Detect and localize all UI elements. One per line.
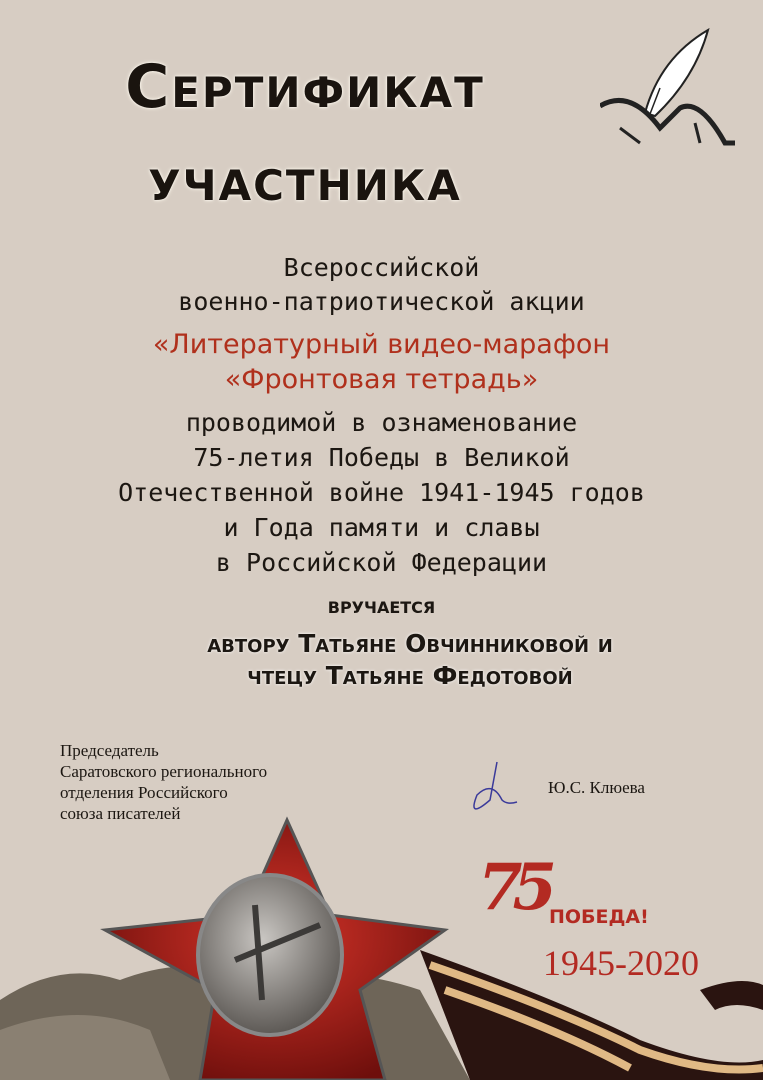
recipient-line: чтецу Татьяне Федотовой <box>247 661 573 690</box>
occasion-line: проводимой в ознаменование <box>185 408 578 437</box>
anniversary-number: 75 <box>478 850 548 925</box>
quill-logo-icon <box>600 28 740 148</box>
event-title: «Литературный видео-марафон <box>152 329 611 360</box>
occasion-line: Отечественной войне 1941-1945 годов <box>118 478 645 507</box>
body-line: Всероссийской <box>283 253 480 282</box>
position-line: Председатель <box>60 741 159 760</box>
occasion-line: и Года памяти и славы <box>223 513 540 542</box>
position-line: отделения Российского <box>60 783 228 802</box>
star-medallion <box>198 875 342 1035</box>
signatory-name: Ю.С. Клюева <box>548 778 645 797</box>
body-line: военно-патриотической акции <box>178 287 585 316</box>
event-subtitle: «Фронтовая тетрадь» <box>224 364 539 395</box>
anniversary-years: 1945-2020 <box>543 943 699 983</box>
recipient-line: автору Татьяне Овчинниковой и <box>207 629 613 658</box>
victory-slogan: ПОБЕДА! <box>549 906 649 928</box>
signatory-position <box>60 740 267 824</box>
position-line: союза писателей <box>60 804 181 823</box>
occasion-line: 75-летия Победы в Великой <box>193 443 570 472</box>
certificate-title-line2: участника <box>148 145 462 215</box>
occasion-line: в Российской Федерации <box>215 548 548 577</box>
signature-mark <box>462 760 522 820</box>
position-line: Саратовского регионального <box>60 762 268 781</box>
awarded-label: ВРУЧАЕТСЯ <box>327 598 436 617</box>
certificate-title-line1: Сертификат <box>125 52 485 122</box>
